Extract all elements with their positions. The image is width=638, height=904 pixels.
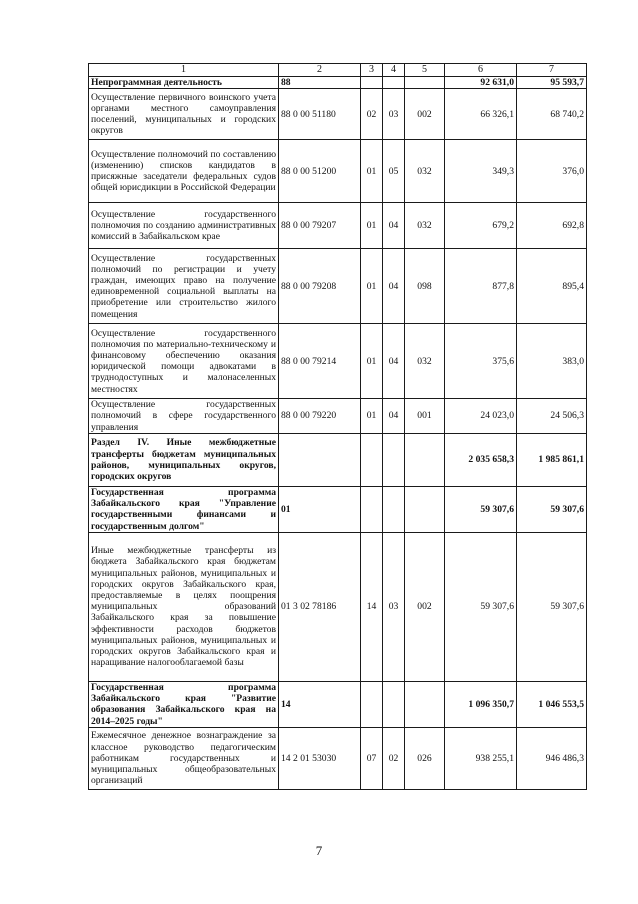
row-section-cell [361,433,383,486]
row-value-year1-cell: 2 035 658,3 [445,433,517,486]
row-value-year1-cell: 59 307,6 [445,532,517,681]
row-value-year1-cell: 349,3 [445,140,517,203]
row-section-cell [361,77,383,89]
row-section-cell: 01 [361,140,383,203]
row-section-cell: 07 [361,727,383,789]
table-row [89,681,587,727]
row-type-cell: 001 [405,399,445,434]
row-value-year1-cell: 1 096 350,7 [445,681,517,727]
header-cell-3: 3 [361,64,383,77]
row-value-year1-cell: 938 255,1 [445,727,517,789]
table-row [89,324,587,399]
row-code-cell: 14 2 01 53030 [279,727,361,789]
row-value-year2-cell: 1 985 861,1 [517,433,587,486]
row-name-cell: Иные межбюджетные трансферты из бюджета Забайкальского края бюджетам муниципальных районов, муниципальных и городских округов Забайкальского края, предоставляемые в целях поощрения муниципальных образований Забайкальского края за повышение эффективности расходов бюджетов муниципальных районов, муниципальных и городских округов Забайкальского края и наращивание налогооблагаемой базы [89,532,279,681]
row-value-year2-cell: 946 486,3 [517,727,587,789]
table-row [89,203,587,249]
row-subsection-cell [383,433,405,486]
table-row [89,77,587,89]
row-subsection-cell: 04 [383,203,405,249]
row-value-year2-cell: 59 307,6 [517,532,587,681]
table-row [89,486,587,532]
row-type-cell [405,433,445,486]
row-value-year2-cell: 383,0 [517,324,587,399]
row-name-cell: Раздел IV. Иные межбюджетные трансферты бюджетам муниципальных районов, муниципальных округов, городских округов [89,433,279,486]
header-cell-2: 2 [279,64,361,77]
row-section-cell: 01 [361,324,383,399]
row-name-cell: Осуществление государственного полномочия по созданию административных комиссий в Забайкальском крае [89,203,279,249]
row-code-cell: 14 [279,681,361,727]
row-section-cell: 01 [361,203,383,249]
row-type-cell [405,486,445,532]
row-section-cell [361,681,383,727]
row-subsection-cell [383,486,405,532]
row-value-year2-cell: 95 593,7 [517,77,587,89]
table-row [89,89,587,140]
header-cell-7: 7 [517,64,587,77]
row-type-cell: 002 [405,89,445,140]
header-cell-6: 6 [445,64,517,77]
row-section-cell: 01 [361,399,383,434]
row-value-year2-cell: 24 506,3 [517,399,587,434]
row-subsection-cell: 03 [383,532,405,681]
row-subsection-cell: 04 [383,249,405,324]
row-code-cell: 88 0 00 51200 [279,140,361,203]
row-subsection-cell: 03 [383,89,405,140]
row-code-cell: 88 0 00 51180 [279,89,361,140]
row-code-cell: 88 0 00 79220 [279,399,361,434]
row-section-cell [361,486,383,532]
row-type-cell: 032 [405,324,445,399]
row-code-cell [279,433,361,486]
row-code-cell: 01 3 02 78186 [279,532,361,681]
row-name-cell: Осуществление полномочий по составлению (изменению) списков кандидатов в присяжные заседатели федеральных судов общей юрисдикции в Российской Федерации [89,140,279,203]
row-value-year1-cell: 92 631,0 [445,77,517,89]
row-code-cell: 88 0 00 79207 [279,203,361,249]
row-name-cell: Непрограммная деятельность [89,77,279,89]
row-subsection-cell: 04 [383,324,405,399]
row-value-year2-cell: 68 740,2 [517,89,587,140]
page-number: 7 [315,843,323,858]
row-subsection-cell [383,77,405,89]
table-body [89,64,587,790]
row-section-cell: 02 [361,89,383,140]
table-row [89,532,587,681]
row-code-cell: 01 [279,486,361,532]
row-value-year1-cell: 679,2 [445,203,517,249]
row-name-cell: Осуществление первичного воинского учета органами местного самоуправления поселений, муниципальных и городских округов [89,89,279,140]
header-cell-4: 4 [383,64,405,77]
table-row [89,249,587,324]
row-section-cell: 14 [361,532,383,681]
row-subsection-cell: 02 [383,727,405,789]
row-value-year2-cell: 1 046 553,5 [517,681,587,727]
row-subsection-cell [383,681,405,727]
table-row [89,727,587,789]
row-type-cell [405,77,445,89]
row-value-year2-cell: 59 307,6 [517,486,587,532]
row-section-cell: 01 [361,249,383,324]
row-type-cell [405,681,445,727]
row-value-year1-cell: 24 023,0 [445,399,517,434]
header-cell-5: 5 [405,64,445,77]
table-row [89,433,587,486]
row-type-cell: 002 [405,532,445,681]
row-value-year2-cell: 895,4 [517,249,587,324]
row-name-cell: Ежемесячное денежное вознаграждение за классное руководство педагогическим работникам государственных и муниципальных общеобразовательных организаций [89,727,279,789]
row-value-year2-cell: 376,0 [517,140,587,203]
row-value-year1-cell: 59 307,6 [445,486,517,532]
row-name-cell: Осуществление государственного полномочия по материально-техническому и финансовому обеспечению оказания юридической помощи адвокатами в труднодоступных и малонаселенных местностях [89,324,279,399]
table-row [89,399,587,434]
row-name-cell: Государственная программа Забайкальского края "Управление государственными финансами и государственным долгом" [89,486,279,532]
header-cell-1: 1 [89,64,279,77]
row-subsection-cell: 04 [383,399,405,434]
budget-table [88,63,587,790]
row-code-cell: 88 0 00 79208 [279,249,361,324]
row-value-year1-cell: 66 326,1 [445,89,517,140]
row-type-cell: 032 [405,140,445,203]
row-name-cell: Осуществление государственных полномочий в сфере государственного управления [89,399,279,434]
row-type-cell: 026 [405,727,445,789]
row-code-cell: 88 0 00 79214 [279,324,361,399]
table-header-row [89,64,587,77]
table-row [89,140,587,203]
row-value-year2-cell: 692,8 [517,203,587,249]
row-code-cell: 88 [279,77,361,89]
row-value-year1-cell: 877,8 [445,249,517,324]
row-type-cell: 032 [405,203,445,249]
row-name-cell: Государственная программа Забайкальского края "Развитие образования Забайкальского края на 2014–2025 годы" [89,681,279,727]
row-name-cell: Осуществление государственных полномочий по регистрации и учету граждан, имеющих право на получение единовременной социальной выплаты на приобретение или строительство жилого помещения [89,249,279,324]
row-value-year1-cell: 375,6 [445,324,517,399]
row-subsection-cell: 05 [383,140,405,203]
row-type-cell: 098 [405,249,445,324]
